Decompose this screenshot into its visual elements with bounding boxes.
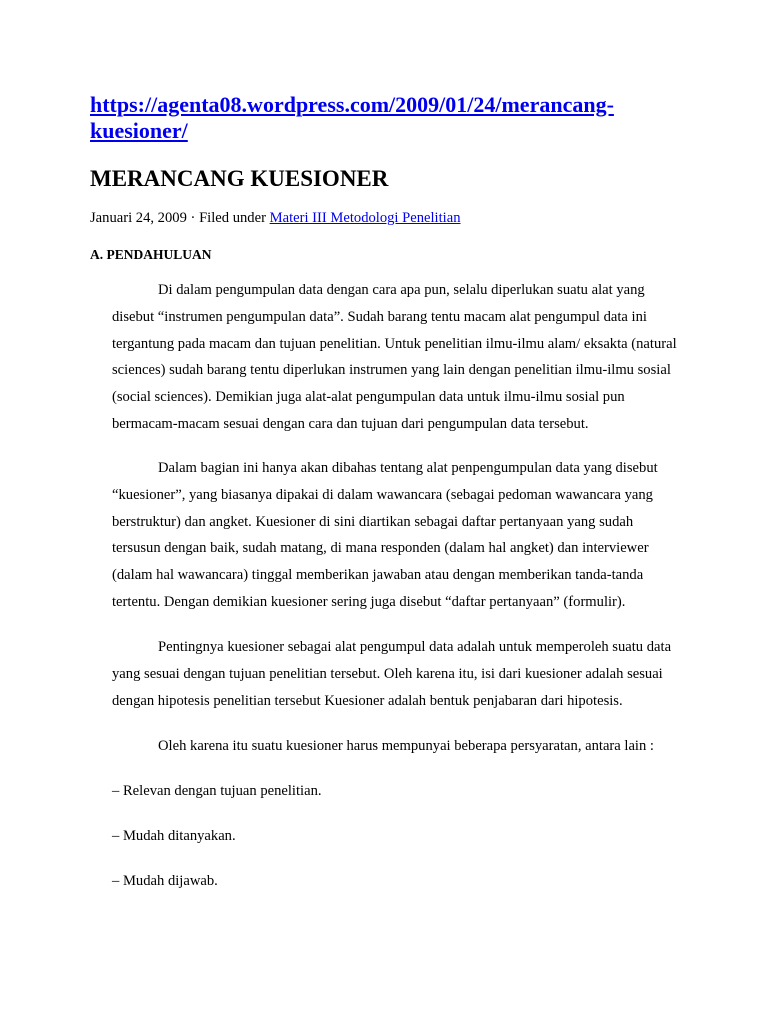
paragraph-1: Di dalam pengumpulan data dengan cara apa pun, selalu diperlukan suatu alat yang disebut “instrumen pengumpulan data”. Sudah barang tentu macam alat pengumpul data ini tergantung pada macam dan tujuan penelitian. Untuk penelitian ilmu-ilmu alam/ eksakta (natural sciences) sudah barang tentu diperlukan instrumen yang lain dengan penelitian ilmu-ilmu sosial (social sciences). Demikian juga alat-alat pengumpulan data untuk ilmu-ilmu sosial pun bermacam-macam sesuai dengan cara dan tujuan dari pengumpulan data tersebut. — [112, 282, 677, 432]
section-heading: A. PENDAHULUAN — [90, 247, 212, 262]
paragraph-2: Dalam bagian ini hanya akan dibahas tentang alat penpengumpulan data yang disebut “kuesioner”, yang biasanya dipakai di dalam wawancara (sebagai pedoman wawancara yang berstruktur) dan angket. Kuesioner di sini diartikan sebagai daftar pertanyaan yang sudah tersusun dengan baik, sudah matang, di mana responden (dalam hal angket) dan interviewer (dalam hal wawancara) tinggal memberikan jawaban atau dengan memberikan tanda-tanda tertentu. Dengan demikian kuesioner sering juga disebut “daftar pertanyaan” (formulir). — [112, 460, 658, 610]
filed-under-label: Filed under — [199, 210, 266, 226]
list-item-ditanyakan: – Mudah ditanyakan. — [112, 828, 236, 844]
paragraph-4: Oleh karena itu suatu kuesioner harus mempunyai beberapa persyaratan, antara lain : — [158, 738, 654, 754]
list-item-relevan: – Relevan dengan tujuan penelitian. — [112, 783, 322, 799]
meta-separator: · — [190, 210, 196, 226]
source-url-link[interactable]: https://agenta08.wordpress.com/2009/01/24/merancang-kuesioner/ — [90, 92, 614, 143]
list-item-dijawab: – Mudah dijawab. — [112, 873, 218, 889]
post-meta — [90, 208, 461, 228]
post-date: Januari 24, 2009 — [90, 210, 187, 226]
page-title: MERANCANG KUESIONER — [90, 166, 389, 191]
category-link[interactable]: Materi III Metodologi Penelitian — [269, 210, 461, 226]
paragraph-3: Pentingnya kuesioner sebagai alat pengumpul data adalah untuk memperoleh suatu data yang sesuai dengan tujuan penelitian tersebut. Oleh karena itu, isi dari kuesioner adalah sesuai dengan hipotesis penelitian tersebut Kuesioner adalah bentuk penjabaran dari hipotesis. — [112, 639, 672, 709]
